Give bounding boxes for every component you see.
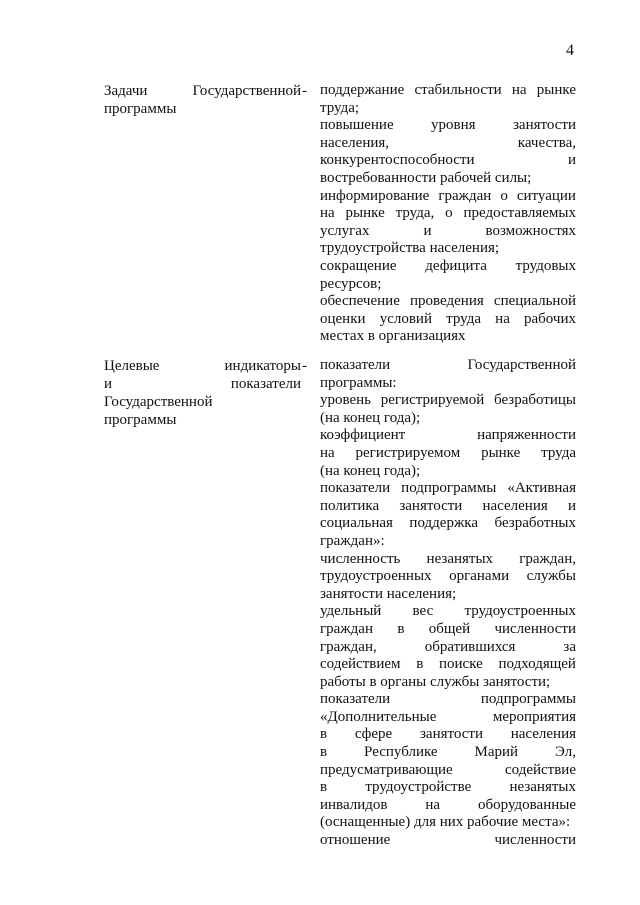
content-word: предусматривающие [320,761,453,778]
content-line [320,328,576,346]
content-line [320,744,576,762]
content-line [320,480,576,498]
content-word: трудоустроенных [464,603,576,620]
content-line [320,258,576,276]
content-word: на [425,796,441,813]
content-word: труда [541,444,576,461]
content-word: граждан»: [320,532,385,549]
content-word: граждан, [519,550,576,567]
content-word: сфере [354,726,393,743]
content-word: службы [526,568,576,585]
label-line [104,357,301,375]
content-word: уровня [431,117,476,134]
content-word: незанятых [509,779,576,796]
content-line [320,311,576,329]
content-line [320,170,576,188]
content-word: занятости [399,497,463,514]
content-word: Марий [474,744,519,761]
content-word: Государственной [467,357,576,373]
content-word: поиске [438,656,483,673]
content-word: о [500,187,508,204]
content-word: трудоустроенных [320,568,432,585]
content-word: рынке [536,82,576,98]
content-word: оборудованные [478,796,576,813]
content-word: условий [379,310,432,327]
content-word: трудоустройства населения; [320,240,500,257]
content-line [320,427,576,445]
content-line [320,691,576,709]
content-word: и [567,497,576,514]
row-dash: - [302,358,307,374]
content-line [320,709,576,727]
content-word: обеспечение [320,293,400,310]
content-line [320,223,576,241]
content-word: в [320,744,328,761]
content-word: программы: [320,374,397,391]
label-word: Государственной [192,83,301,99]
content-word: численность [320,550,401,567]
content-line [320,410,576,428]
content-line [320,639,576,657]
content-word: поддержка [409,515,479,532]
row-label [104,82,301,118]
content-word: подпрограммы [401,480,497,497]
content-line [320,533,576,551]
content-line [320,621,576,639]
content-line [320,135,576,153]
content-word: населения, [320,134,390,151]
content-word: труда; [320,99,360,116]
content-line [320,515,576,533]
content-word: ситуации [516,187,576,204]
content-word: инвалидов [320,796,388,813]
content-word: населения [482,497,548,514]
content-word: услугах [320,222,370,239]
content-word: и [567,152,576,169]
content-line [320,814,576,832]
content-line [320,568,576,586]
content-word: общей [428,620,471,637]
content-word: обратившихся [424,638,516,655]
content-word: удельный [320,603,382,620]
content-word: показатели [320,357,391,373]
content-word: содействием [320,656,401,673]
content-line [320,498,576,516]
content-word: социальная [320,515,393,532]
content-word: в [397,620,405,637]
content-word: содействие [504,761,576,778]
content-line [320,586,576,604]
content-line [320,205,576,223]
content-word: граждан [438,187,492,204]
content-word: информирование [320,187,430,204]
content-line [320,463,576,481]
content-word: безработицы [494,392,576,409]
content-word: за [563,638,576,655]
content-word: стабильности [414,82,502,98]
label-line [104,100,301,118]
content-line [320,100,576,118]
content-word: в [416,656,424,673]
content-word: численности [494,832,576,849]
content-line [320,656,576,674]
content-word: политика [320,497,380,514]
content-word: конкурентоспособности [320,152,475,169]
content-word: возможностях [485,222,576,239]
content-word: населения [510,726,576,743]
content-word: занятости [513,117,576,134]
content-word: (на конец года); [320,409,421,426]
content-word: «Активная [507,480,576,497]
content-word: специальной [493,293,576,310]
content-line [320,152,576,170]
content-word: на [495,310,510,327]
content-word: на [511,82,527,98]
content-word: проведения [410,293,484,310]
content-word: в [320,779,328,796]
content-word: «Дополнительные [320,708,437,725]
content-word: отношение [320,832,391,849]
content-word: рынке [345,205,385,222]
label-word: программы [104,412,177,428]
label-line [104,393,301,411]
label-line [104,411,301,429]
content-word: предоставляемых [463,205,576,222]
content-word: численности [494,620,576,637]
content-word: занятости населения; [320,585,457,602]
content-line [320,445,576,463]
content-word: востребованности рабочей силы; [320,169,532,186]
content-word: (оснащенные) для них рабочие места»: [320,814,571,831]
content-word: показатели [320,691,391,708]
content-word: на [320,205,335,222]
label-word: Целевые [104,358,160,374]
content-line [320,779,576,797]
label-word: Задачи [104,83,148,99]
content-word: в [320,726,328,743]
content-word: рынке [481,444,521,461]
content-line [320,392,576,410]
label-word: и [104,376,113,392]
label-word: показатели [230,376,301,392]
row-dash: - [302,83,307,99]
row-content [320,357,576,850]
content-word: напряженности [477,427,576,444]
content-line [320,726,576,744]
content-word: незанятых [426,550,494,567]
content-line [320,240,576,258]
content-word: граждан [320,620,373,637]
content-line [320,375,576,393]
content-word: рабочих [524,310,576,327]
label-word: программы [104,101,177,117]
content-word: работы в органы службы занятости; [320,673,551,690]
content-word: граждан, [320,638,377,655]
content-word: (на конец года); [320,462,421,479]
content-line [320,832,576,850]
content-line [320,276,576,294]
content-word: сокращение [320,257,397,274]
content-word: показатели [320,480,391,497]
content-line [320,674,576,692]
content-word: Республике [364,744,438,761]
content-word: подпрограммы [480,691,576,708]
content-word: местах в организациях [320,328,466,345]
content-word: регистрируемой [380,392,485,409]
content-word: вес [412,603,434,620]
label-word: индикаторы [224,358,301,374]
content-word: поддержание [320,82,405,98]
page-number: 4 [566,42,574,59]
content-word: трудовых [515,257,576,274]
content-word: подходящей [498,656,576,673]
content-line [320,551,576,569]
content-word: о [445,205,453,222]
label-word: Государственной [104,394,213,410]
content-line [320,357,576,375]
row-label [104,357,301,429]
content-word: оценки [320,310,366,327]
content-word: занятости [419,726,483,743]
content-word: дефицита [425,257,487,274]
content-word: на [320,444,335,461]
content-word: труда, [395,205,435,222]
content-word: Эл, [555,744,576,761]
row-content [320,82,576,346]
content-word: и [423,222,432,239]
content-word: безработных [494,515,576,532]
content-word: органами [449,568,510,585]
content-word: трудоустройстве [365,779,472,796]
content-word: качества, [517,134,576,151]
content-line [320,762,576,780]
content-word: коэффициент [320,427,406,444]
content-word: мероприятия [492,708,576,725]
label-line [104,82,301,100]
content-word: уровень [320,392,372,409]
content-word: регистрируемом [355,444,461,461]
content-word: труда [446,310,482,327]
content-line [320,797,576,815]
content-line [320,603,576,621]
content-line [320,188,576,206]
content-word: ресурсов; [320,275,382,292]
label-line [104,375,301,393]
content-line [320,293,576,311]
content-line [320,82,576,100]
content-word: повышение [320,117,394,134]
content-line [320,117,576,135]
